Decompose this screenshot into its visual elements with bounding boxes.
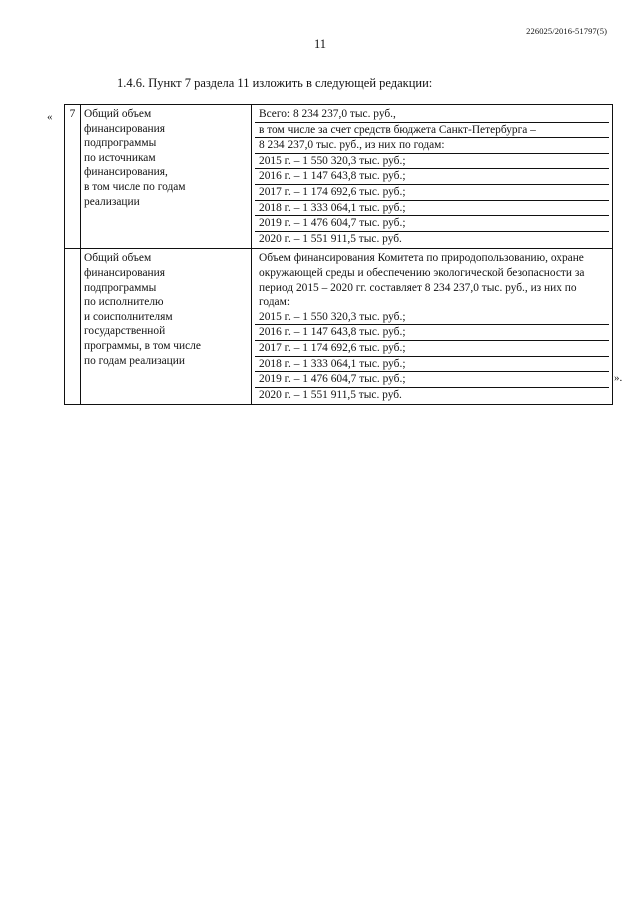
label-line: государственной <box>84 325 166 338</box>
row-number: 7 <box>65 105 81 249</box>
content-line: 8 234 237,0 тыс. руб., из них по годам: <box>255 138 609 154</box>
label-line: по годам реализации <box>84 354 185 367</box>
closing-quote: ». <box>614 372 623 384</box>
content-line: 2020 г. – 1 551 911,5 тыс. руб. <box>259 388 402 401</box>
document-id: 226025/2016-51797(5) <box>526 26 607 36</box>
content-paragraph: Объем финансирования Комитета по природопользованию, охране окружающей среды и обеспечению экологической безопасности за период 2015 – 2020 гг. составляет 8 234 237,0 тыс. руб., из них по годам: <box>259 252 585 309</box>
label-line: подпрограммы <box>84 281 157 294</box>
content-line: 2019 г. – 1 476 604,7 тыс. руб.; <box>255 372 609 388</box>
content-line: 2017 г. – 1 174 692,6 тыс. руб.; <box>255 341 609 357</box>
opening-quote: « <box>47 111 53 123</box>
content-line: 2016 г. – 1 147 643,8 тыс. руб.; <box>255 325 609 341</box>
content-line: 2015 г. – 1 550 320,3 тыс. руб.; <box>255 154 609 170</box>
content-line: Всего: 8 234 237,0 тыс. руб., <box>255 107 609 123</box>
content-line: 2020 г. – 1 551 911,5 тыс. руб. <box>259 232 402 245</box>
content-line: в том числе за счет средств бюджета Санкт-Петербурга – <box>255 123 609 139</box>
financing-table <box>64 104 613 405</box>
table-row <box>65 105 613 249</box>
label-line: реализации <box>84 195 140 208</box>
content-line: 2015 г. – 1 550 320,3 тыс. руб.; <box>255 310 609 326</box>
content-line: 2019 г. – 1 476 604,7 тыс. руб.; <box>255 216 609 232</box>
page-number: 11 <box>313 37 327 51</box>
row-number <box>65 249 81 405</box>
label-line: финансирования, <box>84 166 168 179</box>
row-label <box>81 105 252 249</box>
label-line: финансирования <box>84 122 165 135</box>
label-line: и соисполнителям <box>84 310 173 323</box>
label-line: финансирования <box>84 266 165 279</box>
label-line: программы, в том числе <box>84 339 201 352</box>
label-line: Общий объем <box>84 252 152 265</box>
content-line: 2018 г. – 1 333 064,1 тыс. руб.; <box>255 357 609 373</box>
label-line: в том числе по годам <box>84 180 186 193</box>
label-line: Общий объем <box>84 108 152 120</box>
row-content <box>252 105 613 249</box>
amendment-intro: 1.4.6. Пункт 7 раздела 11 изложить в следующей редакции: <box>117 76 433 90</box>
content-line: 2017 г. – 1 174 692,6 тыс. руб.; <box>255 185 609 201</box>
row-content <box>252 249 613 405</box>
content-line: 2016 г. – 1 147 643,8 тыс. руб.; <box>255 169 609 185</box>
row-label <box>81 249 252 405</box>
content-line: 2018 г. – 1 333 064,1 тыс. руб.; <box>255 201 609 217</box>
label-line: по источникам <box>84 151 156 164</box>
label-line: по исполнителю <box>84 296 164 309</box>
table-row <box>65 249 613 405</box>
label-line: подпрограммы <box>84 137 157 150</box>
